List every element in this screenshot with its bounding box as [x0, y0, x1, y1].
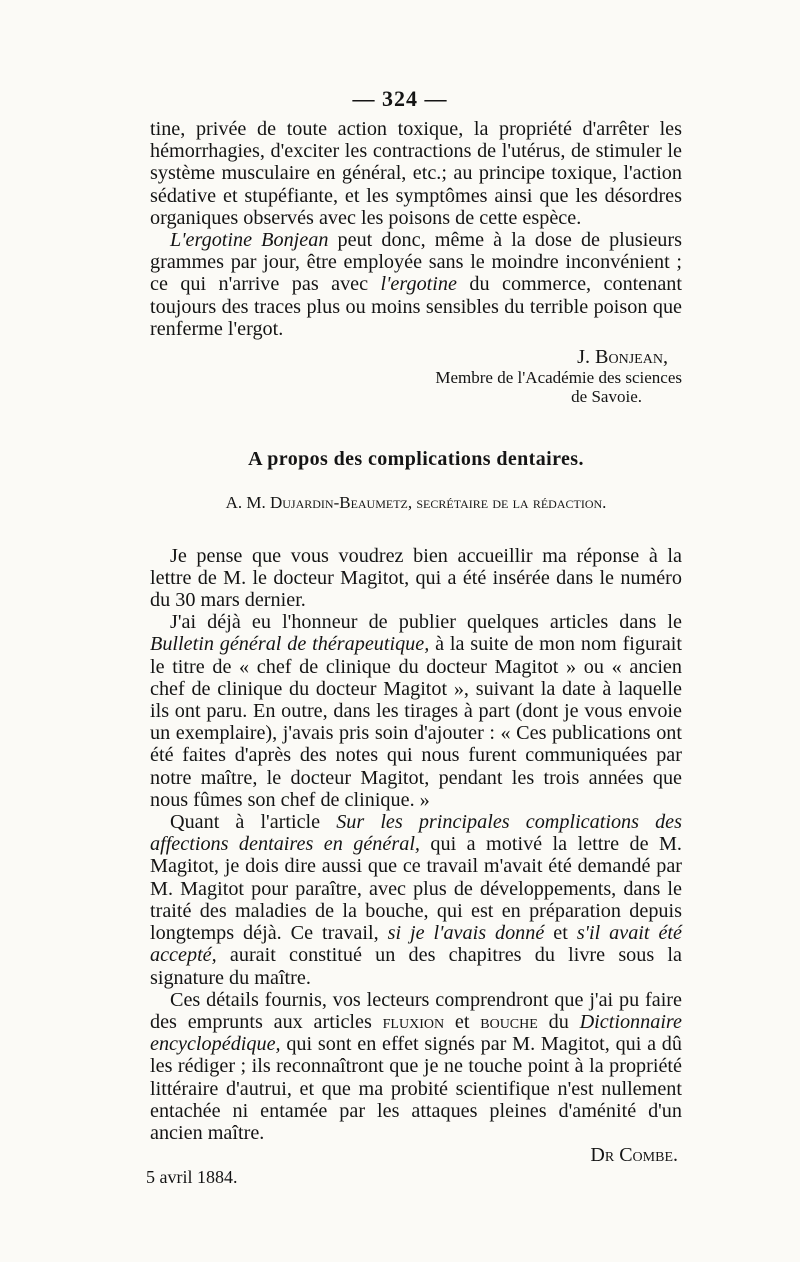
- paragraph-4: [150, 989, 682, 1144]
- bulletin-title: Bulletin général de thérapeutique,: [150, 633, 430, 656]
- p3-text-d: aurait constitué un des chapitres du livre sous la signature du maître.: [150, 944, 682, 989]
- p2-text-b: à la suite de mon nom figurait le titre de « chef de clinique du docteur Magitot » ou « ancien chef de clinique du docteur Magitot », suivant la date à laquelle ils ont paru. En outre, dans les tirages à part (dont je vous envoie un exemplaire), j'avais pris soin d'ajouter : « Ces publications ont été faites d'après des notes qui nous furent communiquées par notre maître, le docteur Magitot, pendant les trois années que nous fûmes son chef de clinique. »: [150, 633, 682, 811]
- p2-text-a: J'ai déjà eu l'honneur de publier quelques articles dans le: [170, 611, 682, 634]
- term-bouche: bouche: [480, 1010, 538, 1033]
- p3-text-b: qui a motivé la lettre de M. Magitot, je dois dire aussi que ce travail m'avait été demandé par M. Magitot pour paraître, avec plus de développements, dans le traité des maladies de la bouche, qui est en préparation depuis longtemps déjà. Ce travail,: [150, 833, 682, 945]
- signature-title-line1: Membre de l'Académie des sciences: [435, 368, 682, 388]
- signature-title-line2: de Savoie.: [571, 387, 642, 407]
- paragraph-3: [150, 811, 682, 989]
- p3-emphasis-1: si je l'avais donné: [387, 922, 545, 945]
- signature-bonjean: J. Bonjean,: [577, 346, 668, 369]
- signature-combe: Dr Combe.: [590, 1144, 678, 1167]
- paragraph-continuation: tine, privée de toute action toxique, la propriété d'arrêter les hémorrhagies, d'exciter les contractions de l'utérus, de stimuler le système musculaire en général, etc.; au principe toxique, l'action sédative et stupéfiante, et les symptômes ainsi que les désordres organiques observés avec les poisons de cette espèce.: [150, 118, 682, 229]
- page-number: — 324 —: [352, 86, 448, 111]
- p3-text-c: et: [544, 922, 577, 945]
- ergotine-title: L'ergotine Bonjean: [170, 229, 329, 252]
- article-reference: Sur les principales complications des affections dentaires en général,: [150, 811, 682, 856]
- p3-text-a: Quant à l'article: [170, 811, 337, 834]
- body-text: [146, 118, 682, 1188]
- paragraph-1: Je pense que vous voudrez bien accueillir ma réponse à la lettre de M. le docteur Magitot, qui a été insérée dans le numéro du 30 mars dernier.: [150, 544, 682, 612]
- article-title: A propos des complications dentaires.: [248, 448, 584, 471]
- p3-emphasis-2: s'il avait été accepté,: [150, 922, 682, 967]
- ergotine-text-a: peut donc, même à la dose de plusieurs grammes par jour, être employée sans le moindre inconvénient ; ce qui n'arrive pas avec: [150, 229, 682, 296]
- letter-date: 5 avril 1884.: [146, 1166, 238, 1187]
- p4-text-d: qui sont en effet signés par M. Magitot, qui a dû les rédiger ; ils reconnaîtront que je ne touche point à la propriété littéraire d'autrui, et que ma probité scientifique n'est nullement entachée ni entamée par les attaques pleines d'aménité d'un ancien maître.: [150, 1033, 682, 1144]
- paragraph-ergotine: [150, 229, 682, 340]
- p4-text-b: et: [444, 1010, 481, 1033]
- p4-text-a: Ces détails fournis, vos lecteurs comprendront que j'ai pu faire des emprunts aux articles: [150, 988, 682, 1033]
- ergotine-term: l'ergotine: [380, 273, 457, 296]
- article-byline: A. M. Dujardin-Beaumetz, secrétaire de la rédaction.: [225, 493, 607, 513]
- ergotine-text-b: du commerce, contenant toujours des traces plus ou moins sensibles du terrible poison que renferme l'ergot.: [150, 273, 682, 340]
- term-fluxion: fluxion: [382, 1010, 445, 1033]
- paragraph-2: [150, 611, 682, 811]
- dictionnaire-title: Dictionnaire encyclopédique,: [150, 1010, 682, 1056]
- closing-row: [146, 1144, 682, 1188]
- p4-text-c: du: [537, 1010, 580, 1033]
